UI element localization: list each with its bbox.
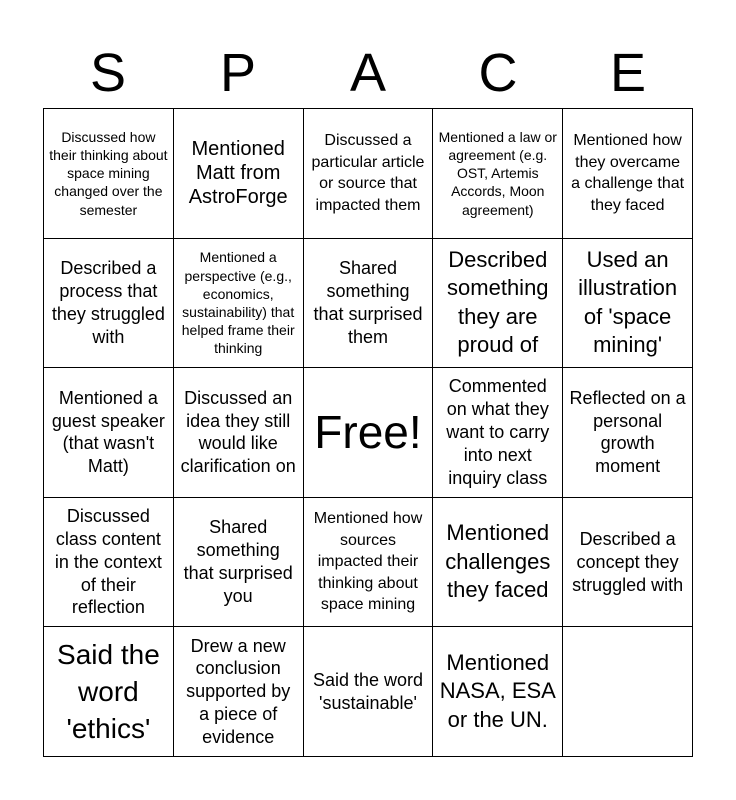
- bingo-cell-r4-c2[interactable]: [174, 498, 304, 628]
- bingo-cell-r2-c1[interactable]: [44, 239, 174, 369]
- header-letter-e: E: [609, 43, 647, 103]
- bingo-cell-r2-c2[interactable]: [174, 239, 304, 369]
- bingo-cell-text: Mentioned a guest speaker (that wasn't Matt): [51, 387, 165, 477]
- header-letter-c: C: [478, 43, 518, 103]
- bingo-cell-text: Commented on what they want to carry into next inquiry class: [446, 376, 550, 488]
- bingo-cell-r3-c2[interactable]: [174, 368, 304, 498]
- bingo-cell-text: Used an illustration of 'space mining': [578, 246, 678, 358]
- bingo-cell-r1-c2[interactable]: [174, 109, 304, 239]
- bingo-cell-text: Shared something that surprised you: [183, 517, 293, 606]
- bingo-cell-r4-c5[interactable]: [563, 498, 693, 628]
- bingo-cell-r1-c1[interactable]: [44, 109, 174, 239]
- bingo-cell-text: Mentioned challenges they faced: [445, 520, 551, 603]
- bingo-board: [43, 108, 693, 757]
- bingo-cell-text: Mentioned NASA, ESA or the UN.: [439, 649, 556, 732]
- bingo-free-space[interactable]: [304, 368, 434, 498]
- bingo-cell-text: Mentioned a law or agreement (e.g. OST, Artemis Accords, Moon agreement): [438, 128, 557, 218]
- bingo-cell-text: Mentioned Matt from AstroForge: [188, 138, 288, 209]
- bingo-cell-text: Discussed class content in the context of their reflection: [54, 505, 162, 618]
- bingo-cell-text: Described a process that they struggled with: [51, 258, 165, 347]
- bingo-cell-r3-c4[interactable]: [433, 368, 563, 498]
- bingo-cell-text: Discussed a particular article or source that impacted them: [311, 132, 425, 214]
- bingo-cell-r3-c5[interactable]: [563, 368, 693, 498]
- bingo-cell-text: Said the word 'sustainable': [312, 669, 424, 713]
- bingo-cell-text: Reflected on a personal growth moment: [569, 387, 686, 477]
- bingo-cell-text: Free!: [314, 406, 422, 459]
- bingo-cell-r1-c3[interactable]: [304, 109, 434, 239]
- bingo-cell-r3-c1[interactable]: [44, 368, 174, 498]
- bingo-cell-text: Drew a new conclusion supported by a piece of evidence: [186, 635, 291, 747]
- bingo-cell-text: Mentioned how they overcame a challenge that they faced: [571, 132, 685, 214]
- bingo-cell-r5-c2[interactable]: [174, 627, 304, 757]
- bingo-cell-text: Said the word 'ethics': [57, 638, 160, 745]
- bingo-cell-text: Mentioned how sources impacted their thinking about space mining: [313, 510, 423, 614]
- bingo-cell-r4-c1[interactable]: [44, 498, 174, 628]
- bingo-cell-r2-c3[interactable]: [304, 239, 434, 369]
- bingo-cell-r1-c5[interactable]: [563, 109, 693, 239]
- bingo-cell-text: Described a concept they struggled with: [572, 528, 684, 595]
- bingo-cell-text: Shared something that surprised them: [313, 258, 423, 347]
- bingo-cell-r5-c1[interactable]: [44, 627, 174, 757]
- header-letter-a: A: [349, 43, 387, 103]
- bingo-cell-r2-c5[interactable]: [563, 239, 693, 369]
- bingo-cell-text: Described something they are proud of: [447, 246, 549, 358]
- bingo-cell-text: Discussed an idea they still would like clarification on: [180, 387, 296, 477]
- bingo-cell-r4-c3[interactable]: [304, 498, 434, 628]
- bingo-cell-r5-c3[interactable]: [304, 627, 434, 757]
- bingo-cell-r5-c5[interactable]: [563, 627, 693, 757]
- header-letter-p: P: [219, 43, 257, 103]
- bingo-cell-text: Mentioned a perspective (e.g., economics, sustainability) that helped frame their thinking: [181, 249, 295, 357]
- header-letter-s: S: [89, 43, 127, 103]
- bingo-cell-r4-c4[interactable]: [433, 498, 563, 628]
- bingo-cell-r2-c4[interactable]: [433, 239, 563, 369]
- bingo-cell-r5-c4[interactable]: [433, 627, 563, 757]
- bingo-cell-r1-c4[interactable]: [433, 109, 563, 239]
- bingo-cell-text: Discussed how their thinking about space mining changed over the semester: [49, 128, 168, 218]
- bingo-header: [43, 38, 693, 108]
